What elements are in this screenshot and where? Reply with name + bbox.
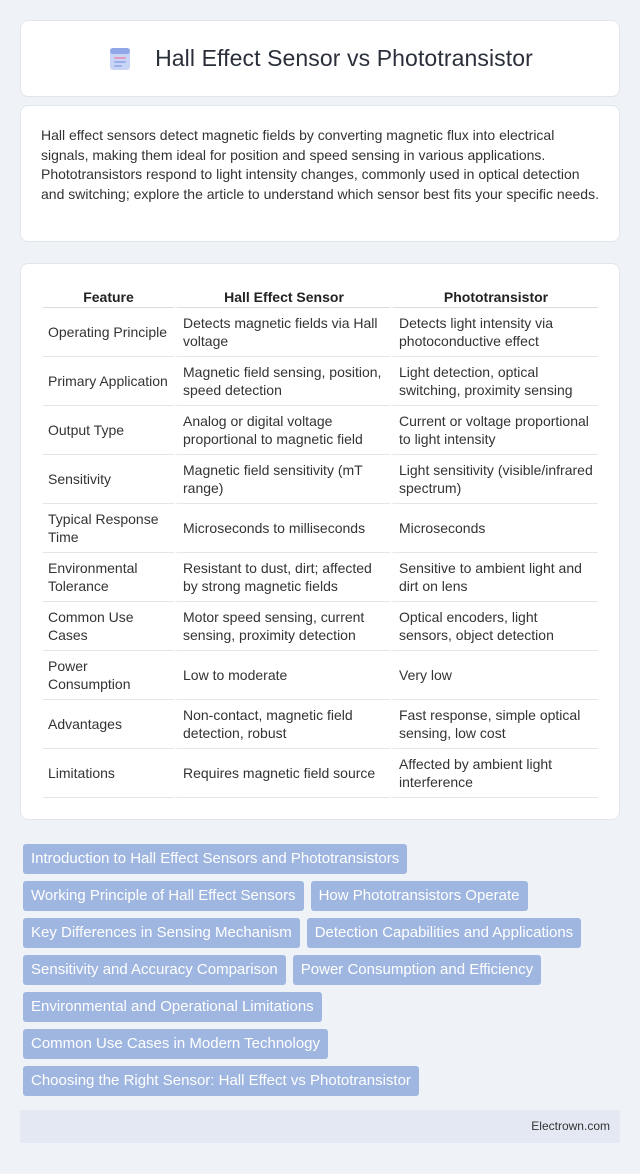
feature-cell: Primary Application	[43, 357, 174, 406]
topic-row	[23, 1029, 623, 1059]
photo-cell: Optical encoders, light sensors, object detection	[390, 602, 598, 651]
table-row	[43, 651, 598, 700]
feature-cell: Operating Principle	[43, 308, 174, 357]
hall-cell: Low to moderate	[174, 651, 390, 700]
hall-cell: Resistant to dust, dirt; affected by strong magnetic fields	[174, 553, 390, 602]
footer	[20, 1110, 620, 1143]
topic-link-key-differences[interactable]: Key Differences in Sensing Mechanism	[23, 918, 300, 948]
topic-link-working-principle[interactable]: Working Principle of Hall Effect Sensors	[23, 881, 304, 911]
topic-row	[23, 1066, 623, 1096]
topic-link-limitations[interactable]: Environmental and Operational Limitations	[23, 992, 322, 1022]
hall-cell: Microseconds to milliseconds	[174, 504, 390, 553]
photo-cell: Detects light intensity via photoconductive effect	[390, 308, 598, 357]
feature-cell: Limitations	[43, 749, 174, 798]
comparison-table-card	[20, 263, 620, 820]
comparison-table	[43, 283, 598, 798]
document-icon	[107, 46, 133, 72]
table-row	[43, 406, 598, 455]
table-row	[43, 357, 598, 406]
hall-cell: Magnetic field sensitivity (mT range)	[174, 455, 390, 504]
topic-row	[23, 844, 623, 874]
topic-links	[23, 844, 623, 1103]
topic-link-introduction[interactable]: Introduction to Hall Effect Sensors and Phototransistors	[23, 844, 407, 874]
table-row	[43, 553, 598, 602]
table-row	[43, 504, 598, 553]
title-card	[20, 20, 620, 97]
topic-row	[23, 955, 623, 985]
photo-cell: Fast response, simple optical sensing, low cost	[390, 700, 598, 749]
photo-cell: Light detection, optical switching, proximity sensing	[390, 357, 598, 406]
table-row	[43, 455, 598, 504]
table-row	[43, 749, 598, 798]
topic-link-power-consumption[interactable]: Power Consumption and Efficiency	[293, 955, 541, 985]
title-wrap	[107, 45, 533, 72]
topic-link-choosing-sensor[interactable]: Choosing the Right Sensor: Hall Effect vs Phototransistor	[23, 1066, 419, 1096]
topic-row	[23, 881, 623, 911]
feature-cell: Environmental Tolerance	[43, 553, 174, 602]
hall-cell: Non-contact, magnetic field detection, robust	[174, 700, 390, 749]
feature-cell: Sensitivity	[43, 455, 174, 504]
feature-cell: Advantages	[43, 700, 174, 749]
topic-link-use-cases[interactable]: Common Use Cases in Modern Technology	[23, 1029, 328, 1059]
table-header-row	[43, 283, 598, 308]
photo-cell: Microseconds	[390, 504, 598, 553]
hall-cell: Requires magnetic field source	[174, 749, 390, 798]
photo-cell: Current or voltage proportional to light intensity	[390, 406, 598, 455]
intro-card	[20, 105, 620, 242]
topic-link-sensitivity[interactable]: Sensitivity and Accuracy Comparison	[23, 955, 286, 985]
feature-cell: Common Use Cases	[43, 602, 174, 651]
photo-cell: Very low	[390, 651, 598, 700]
feature-cell: Typical Response Time	[43, 504, 174, 553]
intro-paragraph: Hall effect sensors detect magnetic fields by converting magnetic flux into electrical signals, making them ideal for position and speed sensing in various applications. Phototransistors respond to light intensity changes, commonly used in optical detection and switching; explore the article to understand which sensor best fits your specific needs.	[41, 127, 599, 202]
table-row	[43, 700, 598, 749]
header-feature: Feature	[43, 283, 174, 308]
photo-cell: Affected by ambient light interference	[390, 749, 598, 798]
feature-cell: Power Consumption	[43, 651, 174, 700]
feature-cell: Output Type	[43, 406, 174, 455]
hall-cell: Detects magnetic fields via Hall voltage	[174, 308, 390, 357]
header-phototransistor: Phototransistor	[390, 283, 598, 308]
topic-row	[23, 918, 623, 948]
table-row	[43, 602, 598, 651]
topic-link-phototransistors-operate[interactable]: How Phototransistors Operate	[311, 881, 528, 911]
photo-cell: Light sensitivity (visible/infrared spectrum)	[390, 455, 598, 504]
topic-link-detection-capabilities[interactable]: Detection Capabilities and Applications	[307, 918, 582, 948]
photo-cell: Sensitive to ambient light and dirt on lens	[390, 553, 598, 602]
hall-cell: Motor speed sensing, current sensing, proximity detection	[174, 602, 390, 651]
hall-cell: Analog or digital voltage proportional to magnetic field	[174, 406, 390, 455]
hall-cell: Magnetic field sensing, position, speed detection	[174, 357, 390, 406]
table-row	[43, 308, 598, 357]
footer-site-name[interactable]: Electrown.com	[531, 1119, 610, 1133]
header-hall-effect: Hall Effect Sensor	[174, 283, 390, 308]
page-title: Hall Effect Sensor vs Phototransistor	[155, 45, 533, 71]
topic-row	[23, 992, 623, 1022]
